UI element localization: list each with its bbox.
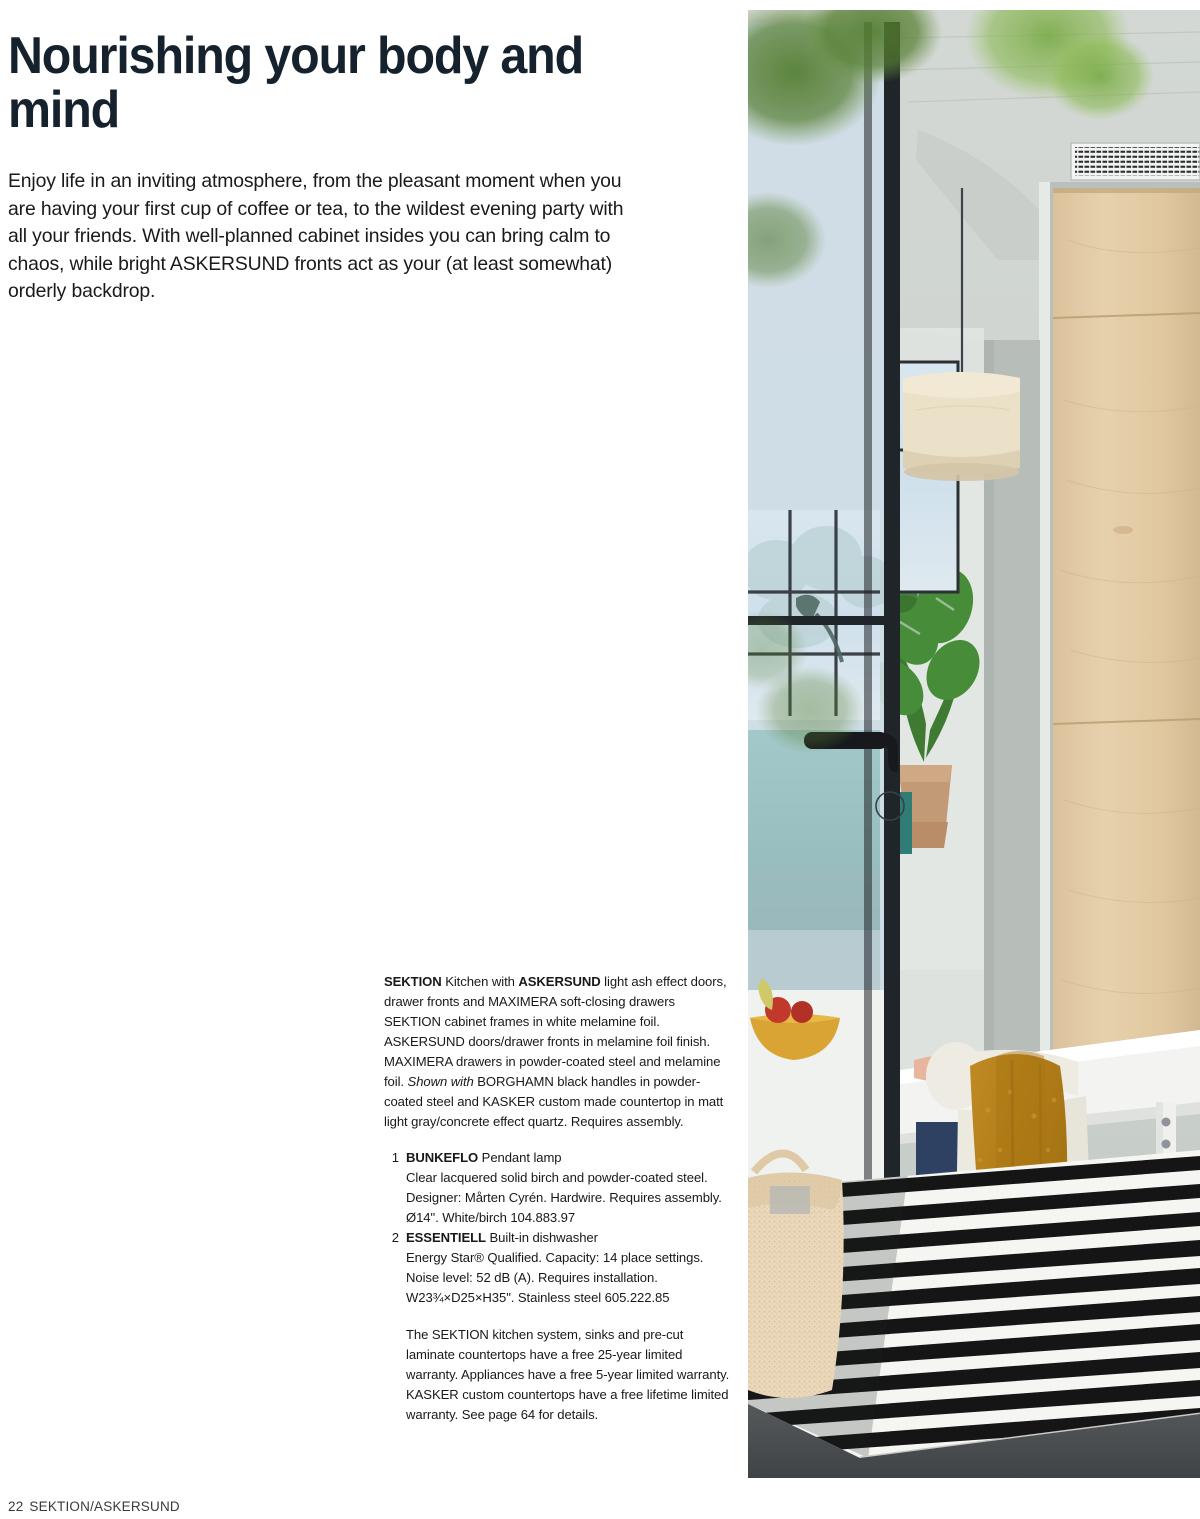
photo-illustration bbox=[748, 10, 1200, 1478]
kitchen-spec-title bbox=[384, 972, 732, 1012]
vent-grille bbox=[1071, 143, 1200, 180]
woven-basket-bag bbox=[748, 1153, 844, 1398]
item-name: BUNKEFLO bbox=[406, 1150, 479, 1166]
kitchen-body-part2: BORGHAMN black handles in powder-coated steel and KASKER custom made countertop in matt light gray/concrete effect quartz. Requires assembly. bbox=[384, 1074, 724, 1130]
footer-section-label: SEKTION/ASKERSUND bbox=[29, 1499, 180, 1514]
product-item bbox=[384, 1228, 732, 1308]
item-name: ESSENTIELL bbox=[406, 1230, 486, 1246]
kitchen-brand-askersund: ASKERSUND bbox=[518, 974, 601, 989]
page-headline: Nourishing your body and mind bbox=[8, 27, 584, 139]
product-specifications bbox=[384, 972, 732, 1425]
item-type: Built-in dishwasher bbox=[485, 1230, 598, 1246]
item-type: Pendant lamp bbox=[478, 1150, 562, 1166]
item-number: 1 bbox=[391, 1150, 399, 1166]
item-description: Clear lacquered solid birch and powder-coated steel. Designer: Mårten Cyrén. Hardwire. Requires assembly. Ø14". White/birch 104.883.97 bbox=[406, 1170, 722, 1226]
item-content bbox=[406, 1228, 732, 1308]
item-description: Energy Star® Qualified. Capacity: 14 place settings. Noise level: 52 dB (A). Requires installation. W23¾×D25×H35". Stainless steel 605.222.85 bbox=[406, 1250, 704, 1306]
kitchen-title-part2: light ash effect doors, drawer fronts and MAXIMERA soft-closing drawers bbox=[384, 974, 727, 1010]
kitchen-body-part1: SEKTION cabinet frames in white melamine foil. ASKERSUND doors/drawer fronts in melamine foil finish. MAXIMERA drawers in powder-coated steel and melamine foil. bbox=[384, 1014, 721, 1090]
item-content bbox=[406, 1148, 732, 1228]
spec-spacer bbox=[384, 1132, 732, 1148]
kitchen-title-part1: Kitchen with bbox=[441, 974, 519, 989]
page-footer bbox=[8, 1499, 180, 1514]
item-number: 2 bbox=[391, 1230, 399, 1246]
intro-paragraph: Enjoy life in an inviting atmosphere, from the pleasant moment when you are having your first cup of coffee or tea, to the wildest evening party with all your friends. With well-planned cabinet insides you can bring calm to chaos, while bright ASKERSUND fronts act as your (at least somewhat) orderly backdrop. bbox=[8, 170, 624, 303]
product-item bbox=[384, 1148, 732, 1228]
warranty-spacer bbox=[384, 1309, 732, 1325]
warranty-text: The SEKTION kitchen system, sinks and pre-cut laminate countertops have a free 25-year limited warranty. Appliances have a free 5-year limited warranty. KASKER custom countertops have a free lifetime limited warranty. See page 64 for details. bbox=[406, 1326, 730, 1422]
kitchen-photograph bbox=[748, 10, 1200, 1478]
kitchen-brand-sektion: SEKTION bbox=[384, 974, 442, 989]
tall-ash-cabinet bbox=[1039, 182, 1200, 1082]
kitchen-spec-body bbox=[384, 1012, 732, 1132]
footer-page-number: 22 bbox=[8, 1499, 24, 1514]
shown-with-label: Shown with bbox=[407, 1074, 474, 1090]
